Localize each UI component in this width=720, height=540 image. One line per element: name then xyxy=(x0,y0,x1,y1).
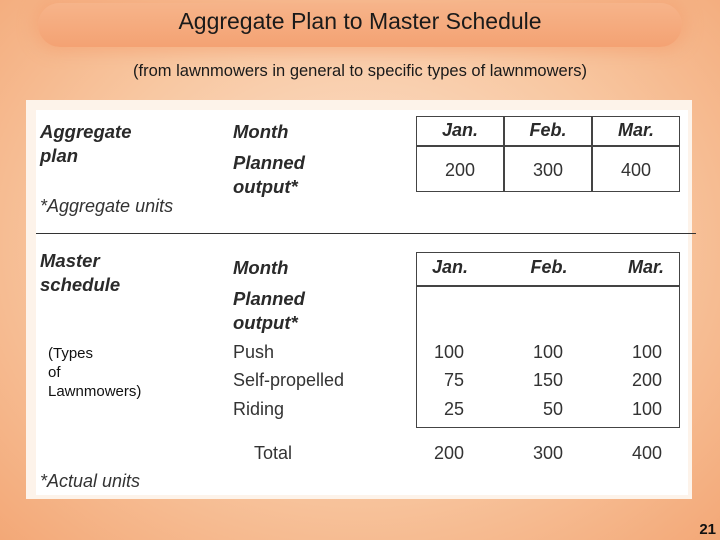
page-number: 21 xyxy=(699,521,716,538)
total-jan: 200 xyxy=(433,443,464,463)
aggregate-planned-line2: output* xyxy=(233,176,298,197)
aggregate-month-label: Month xyxy=(233,121,289,142)
types-note-line1: (Types xyxy=(48,345,94,362)
row-label-riding: Riding xyxy=(233,399,285,419)
types-note-line2: of xyxy=(48,364,61,381)
master-footnote: *Actual units xyxy=(40,471,141,491)
master-planned-label xyxy=(233,287,305,335)
aggregate-output-jan: 200 xyxy=(444,160,476,180)
aggregate-label-line2: plan xyxy=(40,145,79,166)
riding-feb: 50 xyxy=(542,399,563,419)
total-mar: 400 xyxy=(631,443,662,463)
aggregate-output-feb: 300 xyxy=(532,160,564,180)
aggregate-table-divider xyxy=(416,145,680,147)
row-label-self-propelled: Self-propelled xyxy=(233,370,345,390)
riding-mar: 100 xyxy=(631,399,662,419)
master-planned-line2: output* xyxy=(233,312,298,333)
row-label-push: Push xyxy=(233,342,275,362)
master-month-label: Month xyxy=(233,257,289,278)
self-propelled-feb: 150 xyxy=(532,370,563,390)
master-schedule-label xyxy=(40,249,120,297)
slide-subtitle: (from lawnmowers in general to specific types of lawnmowers) xyxy=(133,62,587,80)
master-table-divider xyxy=(416,285,680,287)
push-feb: 100 xyxy=(532,342,563,362)
section-separator xyxy=(36,233,696,234)
master-planned-line1: Planned xyxy=(233,288,305,309)
self-propelled-mar: 200 xyxy=(631,370,662,390)
types-note xyxy=(48,344,141,401)
aggregate-footnote: *Aggregate units xyxy=(40,196,174,216)
types-note-line3: Lawnmowers) xyxy=(48,383,142,400)
self-propelled-jan: 75 xyxy=(443,370,464,390)
aggregate-month-feb: Feb. xyxy=(529,120,567,140)
riding-jan: 25 xyxy=(443,399,464,419)
aggregate-plan-label xyxy=(40,120,132,168)
slide-title: Aggregate Plan to Master Schedule xyxy=(178,8,542,34)
push-mar: 100 xyxy=(631,342,662,362)
total-feb: 300 xyxy=(532,443,563,463)
master-label-line2: schedule xyxy=(40,274,121,295)
push-jan: 100 xyxy=(433,342,464,362)
aggregate-label-line1: Aggregate xyxy=(40,121,132,142)
aggregate-output-mar: 400 xyxy=(620,160,652,180)
master-label-line1: Master xyxy=(40,250,100,271)
master-month-feb: Feb. xyxy=(530,257,568,277)
total-label: Total xyxy=(254,443,293,463)
aggregate-month-mar: Mar. xyxy=(617,120,655,140)
master-month-mar: Mar. xyxy=(627,257,665,277)
aggregate-planned-line1: Planned xyxy=(233,152,305,173)
aggregate-planned-label xyxy=(233,151,305,199)
aggregate-month-jan: Jan. xyxy=(441,120,479,140)
master-month-jan: Jan. xyxy=(431,257,469,277)
